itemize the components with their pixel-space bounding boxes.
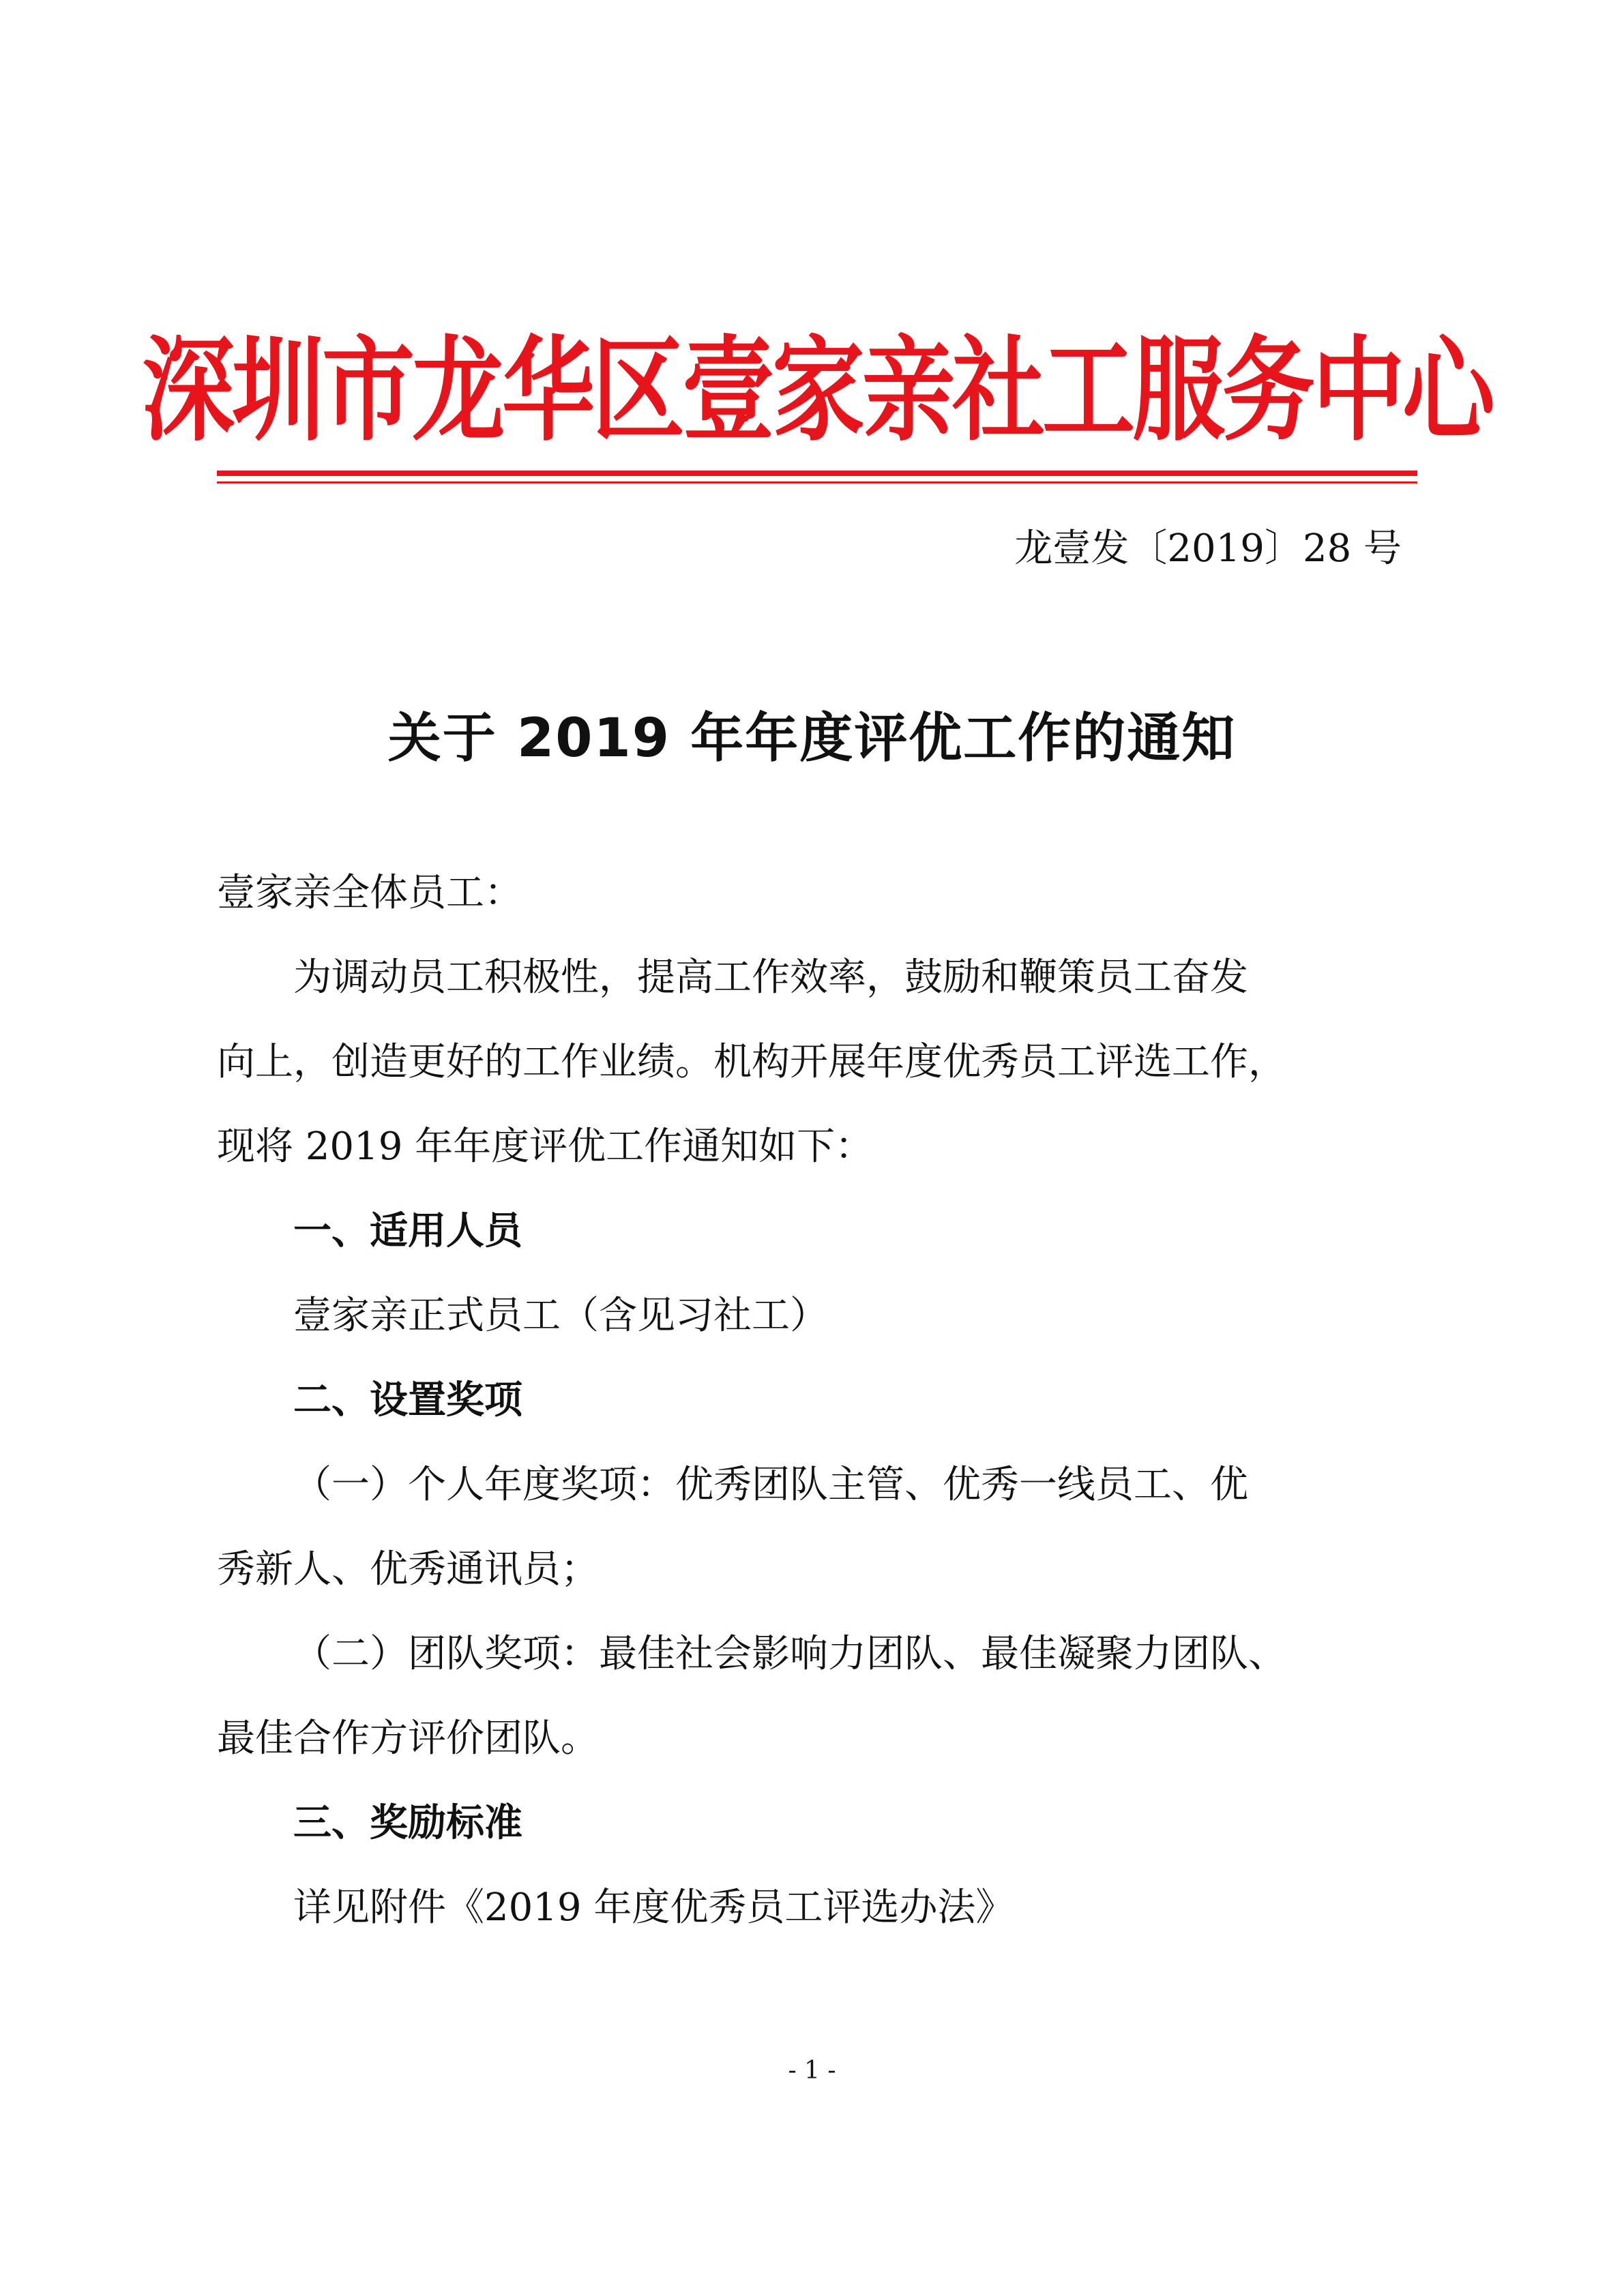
page-number: - 1 - bbox=[788, 2057, 836, 2085]
salutation: 壹家亲全体员工： bbox=[217, 871, 522, 915]
document-number: 龙壹发〔2019〕28 号 bbox=[1014, 526, 1402, 571]
section2-heading: 二、设置奖项 bbox=[293, 1378, 522, 1422]
section1-content: 壹家亲正式员工（含见习社工） bbox=[293, 1294, 828, 1338]
section2-item2-line1: （二）团队奖项：最佳社会影响力团队、最佳凝聚力团队、 bbox=[293, 1632, 1286, 1676]
section1-heading: 一、适用人员 bbox=[293, 1209, 522, 1253]
section3-heading: 三、奖励标准 bbox=[293, 1801, 522, 1845]
intro-line-1: 为调动员工积极性，提高工作效率，鼓励和鞭策员工奋发 bbox=[293, 955, 1248, 1000]
section2-item1-line2: 秀新人、优秀通讯员； bbox=[217, 1547, 599, 1592]
section2-item2-line2: 最佳合作方评价团队。 bbox=[217, 1716, 599, 1761]
intro-line-2: 向上，创造更好的工作业绩。机构开展年度优秀员工评选工作， bbox=[217, 1040, 1286, 1084]
section2-item1-line1: （一）个人年度奖项：优秀团队主管、优秀一线员工、优 bbox=[293, 1463, 1248, 1507]
section3-content: 详见附件《2019 年度优秀员工评选办法》 bbox=[293, 1885, 1014, 1930]
intro-line-3: 现将 2019 年年度评优工作通知如下： bbox=[217, 1124, 874, 1169]
letterhead-org-name: 深圳市龙华区壹家亲社工服务中心 bbox=[142, 325, 1492, 458]
document-title: 关于 2019 年年度评优工作的通知 bbox=[387, 708, 1237, 769]
letterhead-rule-thin bbox=[217, 481, 1417, 483]
letterhead-rule-thick bbox=[217, 471, 1417, 476]
